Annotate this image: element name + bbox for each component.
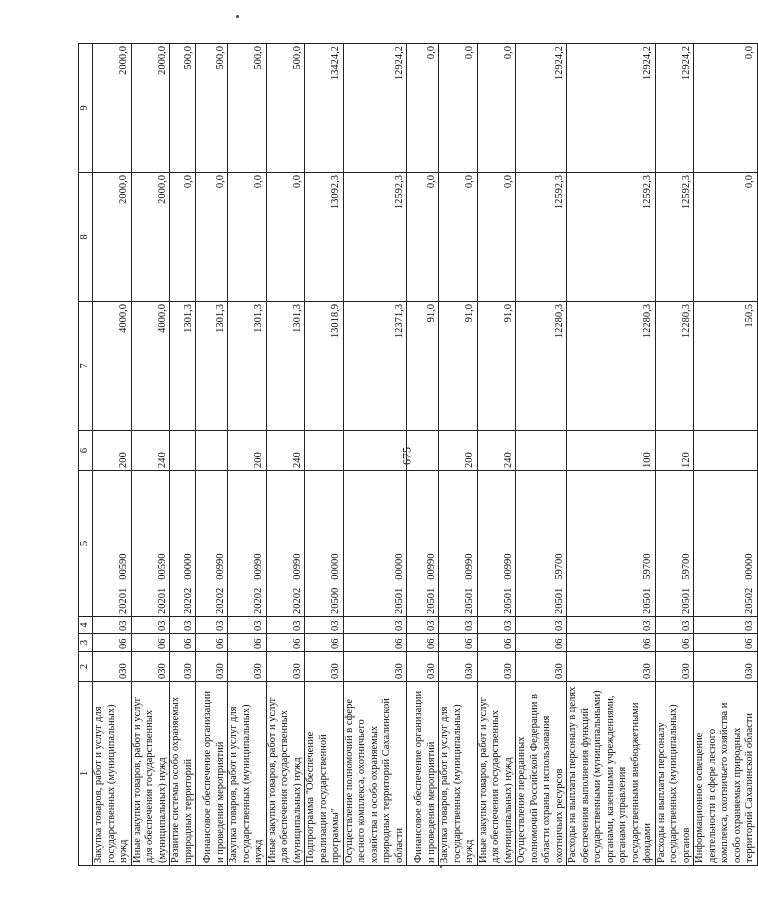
row-expense-type: 100 bbox=[567, 431, 656, 471]
target-article-direction: 00590 bbox=[156, 553, 168, 580]
row-amount-2020: 1301,3 bbox=[266, 302, 305, 431]
row-target-article bbox=[305, 471, 344, 617]
target-article-program: 20502 bbox=[744, 587, 755, 614]
row-amount-2021: 0,0 bbox=[477, 173, 516, 302]
scan-speck bbox=[236, 15, 239, 18]
row-ministry-code: 030 bbox=[131, 652, 170, 682]
table-row bbox=[196, 44, 228, 866]
row-amount-2021: 0,0 bbox=[196, 173, 228, 302]
row-description: Расходы на выплаты персоналу в целях обеспечения выполнения функций государственными (муниципальными) органами, казенными учреждениями, органами управления государственными внебюджетными фондами bbox=[567, 682, 656, 866]
row-expense-type: 200 bbox=[93, 431, 132, 471]
col-header-5: 5 bbox=[79, 471, 93, 617]
target-article-program: 20202 bbox=[291, 587, 303, 614]
target-article-direction: 00990 bbox=[464, 553, 475, 580]
target-article-program: 20202 bbox=[214, 587, 226, 614]
table-row bbox=[170, 44, 196, 866]
target-article-direction: 00990 bbox=[502, 553, 514, 580]
row-target-article bbox=[407, 471, 439, 617]
target-article-program: 20202 bbox=[182, 587, 194, 614]
target-article-program: 20201 bbox=[156, 587, 168, 614]
target-article-program: 20202 bbox=[253, 587, 264, 614]
row-target-article bbox=[170, 471, 196, 617]
row-ministry-code: 030 bbox=[655, 652, 694, 682]
col-header-8: 8 bbox=[79, 173, 93, 302]
target-article-direction: 59700 bbox=[642, 553, 653, 580]
row-target-article bbox=[266, 471, 305, 617]
table-row bbox=[305, 44, 344, 866]
row-ministry-code: 030 bbox=[228, 652, 267, 682]
row-target-article bbox=[655, 471, 694, 617]
row-ministry-code: 030 bbox=[196, 652, 228, 682]
row-ministry-code: 030 bbox=[407, 652, 439, 682]
target-article-direction: 59700 bbox=[680, 553, 692, 580]
col-header-1: 1 bbox=[79, 682, 93, 866]
row-section-code: 06 bbox=[131, 634, 170, 652]
row-subsection-code: 03 bbox=[343, 617, 407, 634]
row-amount-2020: 12280,3 bbox=[567, 302, 656, 431]
table-row bbox=[567, 44, 656, 866]
row-subsection-code: 03 bbox=[266, 617, 305, 634]
target-article-program: 20201 bbox=[118, 587, 129, 614]
row-section-code: 06 bbox=[477, 634, 516, 652]
row-subsection-code: 03 bbox=[567, 617, 656, 634]
row-amount-2021: 12592,3 bbox=[516, 173, 567, 302]
row-amount-2022: 0,0 bbox=[694, 44, 758, 173]
row-subsection-code: 03 bbox=[305, 617, 344, 634]
row-amount-2020: 12280,3 bbox=[516, 302, 567, 431]
row-subsection-code: 03 bbox=[516, 617, 567, 634]
scan-speck bbox=[440, 866, 442, 868]
row-amount-2022: 0,0 bbox=[477, 44, 516, 173]
row-amount-2022: 2000,0 bbox=[131, 44, 170, 173]
row-amount-2021: 0,0 bbox=[694, 173, 758, 302]
table-row bbox=[228, 44, 267, 866]
row-amount-2020: 1301,3 bbox=[170, 302, 196, 431]
row-section-code: 06 bbox=[196, 634, 228, 652]
row-ministry-code: 030 bbox=[93, 652, 132, 682]
row-amount-2022: 500,0 bbox=[170, 44, 196, 173]
page-number-text: 675 bbox=[399, 447, 414, 465]
table-row bbox=[477, 44, 516, 866]
row-amount-2022: 12924,2 bbox=[567, 44, 656, 173]
row-ministry-code: 030 bbox=[305, 652, 344, 682]
row-expense-type bbox=[170, 431, 196, 471]
row-amount-2020: 4000,0 bbox=[131, 302, 170, 431]
row-amount-2021: 0,0 bbox=[266, 173, 305, 302]
row-amount-2021: 2000,0 bbox=[93, 173, 132, 302]
row-section-code: 06 bbox=[266, 634, 305, 652]
row-amount-2021: 2000,0 bbox=[131, 173, 170, 302]
row-amount-2022: 500,0 bbox=[228, 44, 267, 173]
row-expense-type: 120 bbox=[655, 431, 694, 471]
table-row bbox=[343, 44, 407, 866]
row-description: Финансовое обеспечение организации и проведения мероприятий bbox=[196, 682, 228, 866]
row-section-code: 06 bbox=[407, 634, 439, 652]
row-amount-2020: 1301,3 bbox=[196, 302, 228, 431]
row-target-article bbox=[477, 471, 516, 617]
row-ministry-code: 030 bbox=[266, 652, 305, 682]
budget-table-rotated bbox=[78, 44, 755, 866]
row-description: Подпрограмма "Обеспечение реализации государственной программы" bbox=[305, 682, 344, 866]
row-amount-2022: 0,0 bbox=[407, 44, 439, 173]
row-description: Осуществление полномочий в сфере лесного комплекса, охотничьего хозяйства и особо охраняемых природных территорий Сахалинской области bbox=[343, 682, 407, 866]
row-description: Закупка товаров, работ и услуг для государственных (муниципальных) нужд bbox=[228, 682, 267, 866]
target-article-direction: 00590 bbox=[118, 553, 129, 580]
row-amount-2022: 0,0 bbox=[439, 44, 478, 173]
row-section-code: 06 bbox=[228, 634, 267, 652]
col-header-7: 7 bbox=[79, 302, 93, 431]
row-subsection-code: 03 bbox=[170, 617, 196, 634]
row-description: Иные закупки товаров, работ и услуг для обеспечения государственных (муниципальных) нужд bbox=[477, 682, 516, 866]
row-amount-2021: 12592,3 bbox=[343, 173, 407, 302]
row-description: Иные закупки товаров, работ и услуг для обеспечения государственных (муниципальных) нужд bbox=[266, 682, 305, 866]
row-amount-2020: 150,5 bbox=[694, 302, 758, 431]
row-target-article bbox=[567, 471, 656, 617]
row-expense-type bbox=[407, 431, 439, 471]
row-expense-type bbox=[343, 431, 407, 471]
row-amount-2021: 13092,3 bbox=[305, 173, 344, 302]
row-expense-type: 200 bbox=[228, 431, 267, 471]
row-ministry-code: 030 bbox=[439, 652, 478, 682]
row-target-article bbox=[516, 471, 567, 617]
row-subsection-code: 03 bbox=[407, 617, 439, 634]
row-amount-2020: 91,0 bbox=[477, 302, 516, 431]
row-subsection-code: 03 bbox=[694, 617, 758, 634]
row-subsection-code: 03 bbox=[131, 617, 170, 634]
row-ministry-code: 030 bbox=[170, 652, 196, 682]
row-subsection-code: 03 bbox=[93, 617, 132, 634]
row-amount-2022: 2000,0 bbox=[93, 44, 132, 173]
row-section-code: 06 bbox=[93, 634, 132, 652]
target-article-direction: 00000 bbox=[393, 553, 405, 580]
col-header-4: 4 bbox=[79, 617, 93, 634]
row-amount-2020: 4000,0 bbox=[93, 302, 132, 431]
row-amount-2021: 0,0 bbox=[170, 173, 196, 302]
table-row bbox=[266, 44, 305, 866]
row-target-article bbox=[439, 471, 478, 617]
row-expense-type: 240 bbox=[266, 431, 305, 471]
row-expense-type bbox=[694, 431, 758, 471]
col-header-6: 6 bbox=[79, 431, 93, 471]
target-article-program: 20501 bbox=[425, 587, 437, 614]
target-article-program: 20501 bbox=[502, 587, 514, 614]
row-section-code: 06 bbox=[694, 634, 758, 652]
row-target-article bbox=[131, 471, 170, 617]
table-row bbox=[131, 44, 170, 866]
row-section-code: 06 bbox=[516, 634, 567, 652]
target-article-direction: 00000 bbox=[330, 553, 341, 580]
col-header-2: 2 bbox=[79, 652, 93, 682]
header-row bbox=[79, 44, 93, 866]
row-description: Осуществление переданных полномочий Российской Федерации в области охраны и использования охотничьих ресурсов bbox=[516, 682, 567, 866]
row-target-article bbox=[93, 471, 132, 617]
table-row bbox=[93, 44, 132, 866]
row-description: Развитие системы особо охраняемых природных территорий bbox=[170, 682, 196, 866]
row-expense-type bbox=[196, 431, 228, 471]
row-section-code: 06 bbox=[343, 634, 407, 652]
target-article-direction: 00990 bbox=[253, 553, 264, 580]
row-amount-2021: 0,0 bbox=[407, 173, 439, 302]
row-expense-type bbox=[305, 431, 344, 471]
target-article-program: 20501 bbox=[393, 587, 405, 614]
row-amount-2022: 12924,2 bbox=[516, 44, 567, 173]
row-section-code: 06 bbox=[567, 634, 656, 652]
row-subsection-code: 03 bbox=[196, 617, 228, 634]
target-article-direction: 00000 bbox=[744, 553, 755, 580]
row-description: Финансовое обеспечение организации и проведения мероприятий bbox=[407, 682, 439, 866]
target-article-direction: 00990 bbox=[425, 553, 437, 580]
row-amount-2021: 0,0 bbox=[228, 173, 267, 302]
table-row bbox=[694, 44, 758, 866]
row-description: Закупка товаров, работ и услуг для государственных (муниципальных) нужд bbox=[93, 682, 132, 866]
row-section-code: 06 bbox=[305, 634, 344, 652]
row-description: Иные закупки товаров, работ и услуг для обеспечения государственных (муниципальных) нужд bbox=[131, 682, 170, 866]
target-article-direction: 00990 bbox=[291, 553, 303, 580]
row-amount-2020: 13018,9 bbox=[305, 302, 344, 431]
target-article-program: 20500 bbox=[330, 587, 341, 614]
row-target-article bbox=[343, 471, 407, 617]
target-article-direction: 00990 bbox=[214, 553, 226, 580]
table-row bbox=[407, 44, 439, 866]
row-amount-2021: 0,0 bbox=[439, 173, 478, 302]
target-article-program: 20501 bbox=[680, 587, 692, 614]
row-amount-2020: 91,0 bbox=[407, 302, 439, 431]
row-amount-2022: 12924,2 bbox=[343, 44, 407, 173]
col-header-9: 9 bbox=[79, 44, 93, 173]
row-expense-type bbox=[516, 431, 567, 471]
row-ministry-code: 030 bbox=[477, 652, 516, 682]
row-amount-2020: 12371,3 bbox=[343, 302, 407, 431]
row-amount-2020: 12280,3 bbox=[655, 302, 694, 431]
row-amount-2022: 12924,2 bbox=[655, 44, 694, 173]
row-amount-2021: 12592,3 bbox=[567, 173, 656, 302]
table-row bbox=[516, 44, 567, 866]
target-article-direction: 59700 bbox=[553, 553, 565, 580]
row-amount-2022: 500,0 bbox=[196, 44, 228, 173]
col-header-3: 3 bbox=[79, 634, 93, 652]
row-ministry-code: 030 bbox=[694, 652, 758, 682]
row-description: Закупка товаров, работ и услуг для государственных (муниципальных) нужд bbox=[439, 682, 478, 866]
row-target-article bbox=[228, 471, 267, 617]
target-article-program: 20501 bbox=[553, 587, 565, 614]
target-article-program: 20501 bbox=[464, 587, 475, 614]
budget-table bbox=[78, 43, 758, 866]
row-amount-2022: 500,0 bbox=[266, 44, 305, 173]
row-amount-2020: 1301,3 bbox=[228, 302, 267, 431]
row-ministry-code: 030 bbox=[516, 652, 567, 682]
row-ministry-code: 030 bbox=[343, 652, 407, 682]
row-amount-2020: 91,0 bbox=[439, 302, 478, 431]
row-section-code: 06 bbox=[439, 634, 478, 652]
row-expense-type: 240 bbox=[131, 431, 170, 471]
row-amount-2021: 12592,3 bbox=[655, 173, 694, 302]
row-expense-type: 240 bbox=[477, 431, 516, 471]
row-target-article bbox=[694, 471, 758, 617]
row-subsection-code: 03 bbox=[228, 617, 267, 634]
target-article-program: 20501 bbox=[642, 587, 653, 614]
row-subsection-code: 03 bbox=[655, 617, 694, 634]
row-target-article bbox=[196, 471, 228, 617]
row-amount-2022: 13424,2 bbox=[305, 44, 344, 173]
row-subsection-code: 03 bbox=[439, 617, 478, 634]
row-description: Информационное освещение деятельности в сфере лесного комплекса, охотничьего хозяйства и особо охраняемых природных территорий Сахалинской области bbox=[694, 682, 758, 866]
table-row bbox=[655, 44, 694, 866]
row-expense-type: 200 bbox=[439, 431, 478, 471]
row-section-code: 06 bbox=[655, 634, 694, 652]
row-subsection-code: 03 bbox=[477, 617, 516, 634]
row-description: Расходы на выплаты персоналу государственных (муниципальных) органов bbox=[655, 682, 694, 866]
row-section-code: 06 bbox=[170, 634, 196, 652]
row-ministry-code: 030 bbox=[567, 652, 656, 682]
target-article-direction: 00000 bbox=[182, 553, 194, 580]
table-row bbox=[439, 44, 478, 866]
